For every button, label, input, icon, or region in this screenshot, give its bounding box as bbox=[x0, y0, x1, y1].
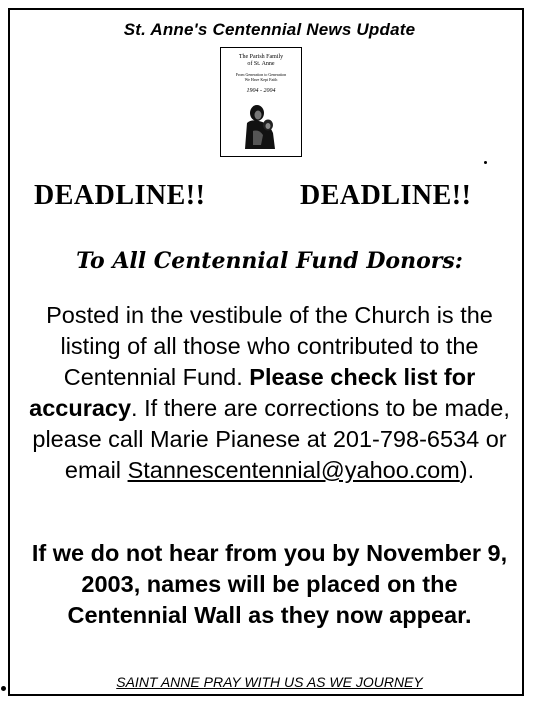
closing-notice: If we do not hear from you by November 9, 2003, names will be placed on the Centennial Wall as they now appear. bbox=[31, 540, 508, 628]
book-cover-image bbox=[220, 47, 302, 157]
speck bbox=[484, 161, 487, 164]
announcement-body bbox=[22, 300, 517, 486]
body-text-part3: ). bbox=[459, 457, 475, 483]
body-text-part2: . If there are corrections to be made, please call Marie Pianese at 201-798-6534 or email bbox=[32, 395, 510, 483]
footer-prayer: SAINT ANNE PRAY WITH US AS WE JOURNEY bbox=[116, 674, 423, 690]
deadline-left: DEADLINE!! bbox=[34, 180, 206, 211]
email-link[interactable]: Stannescentennial@yahoo.com bbox=[127, 457, 460, 483]
speck bbox=[1, 686, 6, 691]
body-text-bold: Please check list for accuracy bbox=[29, 364, 476, 421]
body-text-part1: Posted in the vestibule of the Church is the listing of all those who contributed to the Centennial Fund. bbox=[46, 302, 493, 390]
newsletter-title: St. Anne's Centennial News Update bbox=[123, 20, 416, 39]
book-title: The Parish Family of St. Anne bbox=[238, 54, 284, 67]
donors-heading: To All Centennial Fund Donors: bbox=[76, 248, 463, 274]
madonna-illustration bbox=[241, 101, 281, 151]
book-years: 1904 - 2004 bbox=[246, 88, 276, 94]
book-subtitle: From Generation to Generation We Have Kept Faith bbox=[235, 72, 287, 82]
deadline-right: DEADLINE!! bbox=[300, 180, 472, 211]
